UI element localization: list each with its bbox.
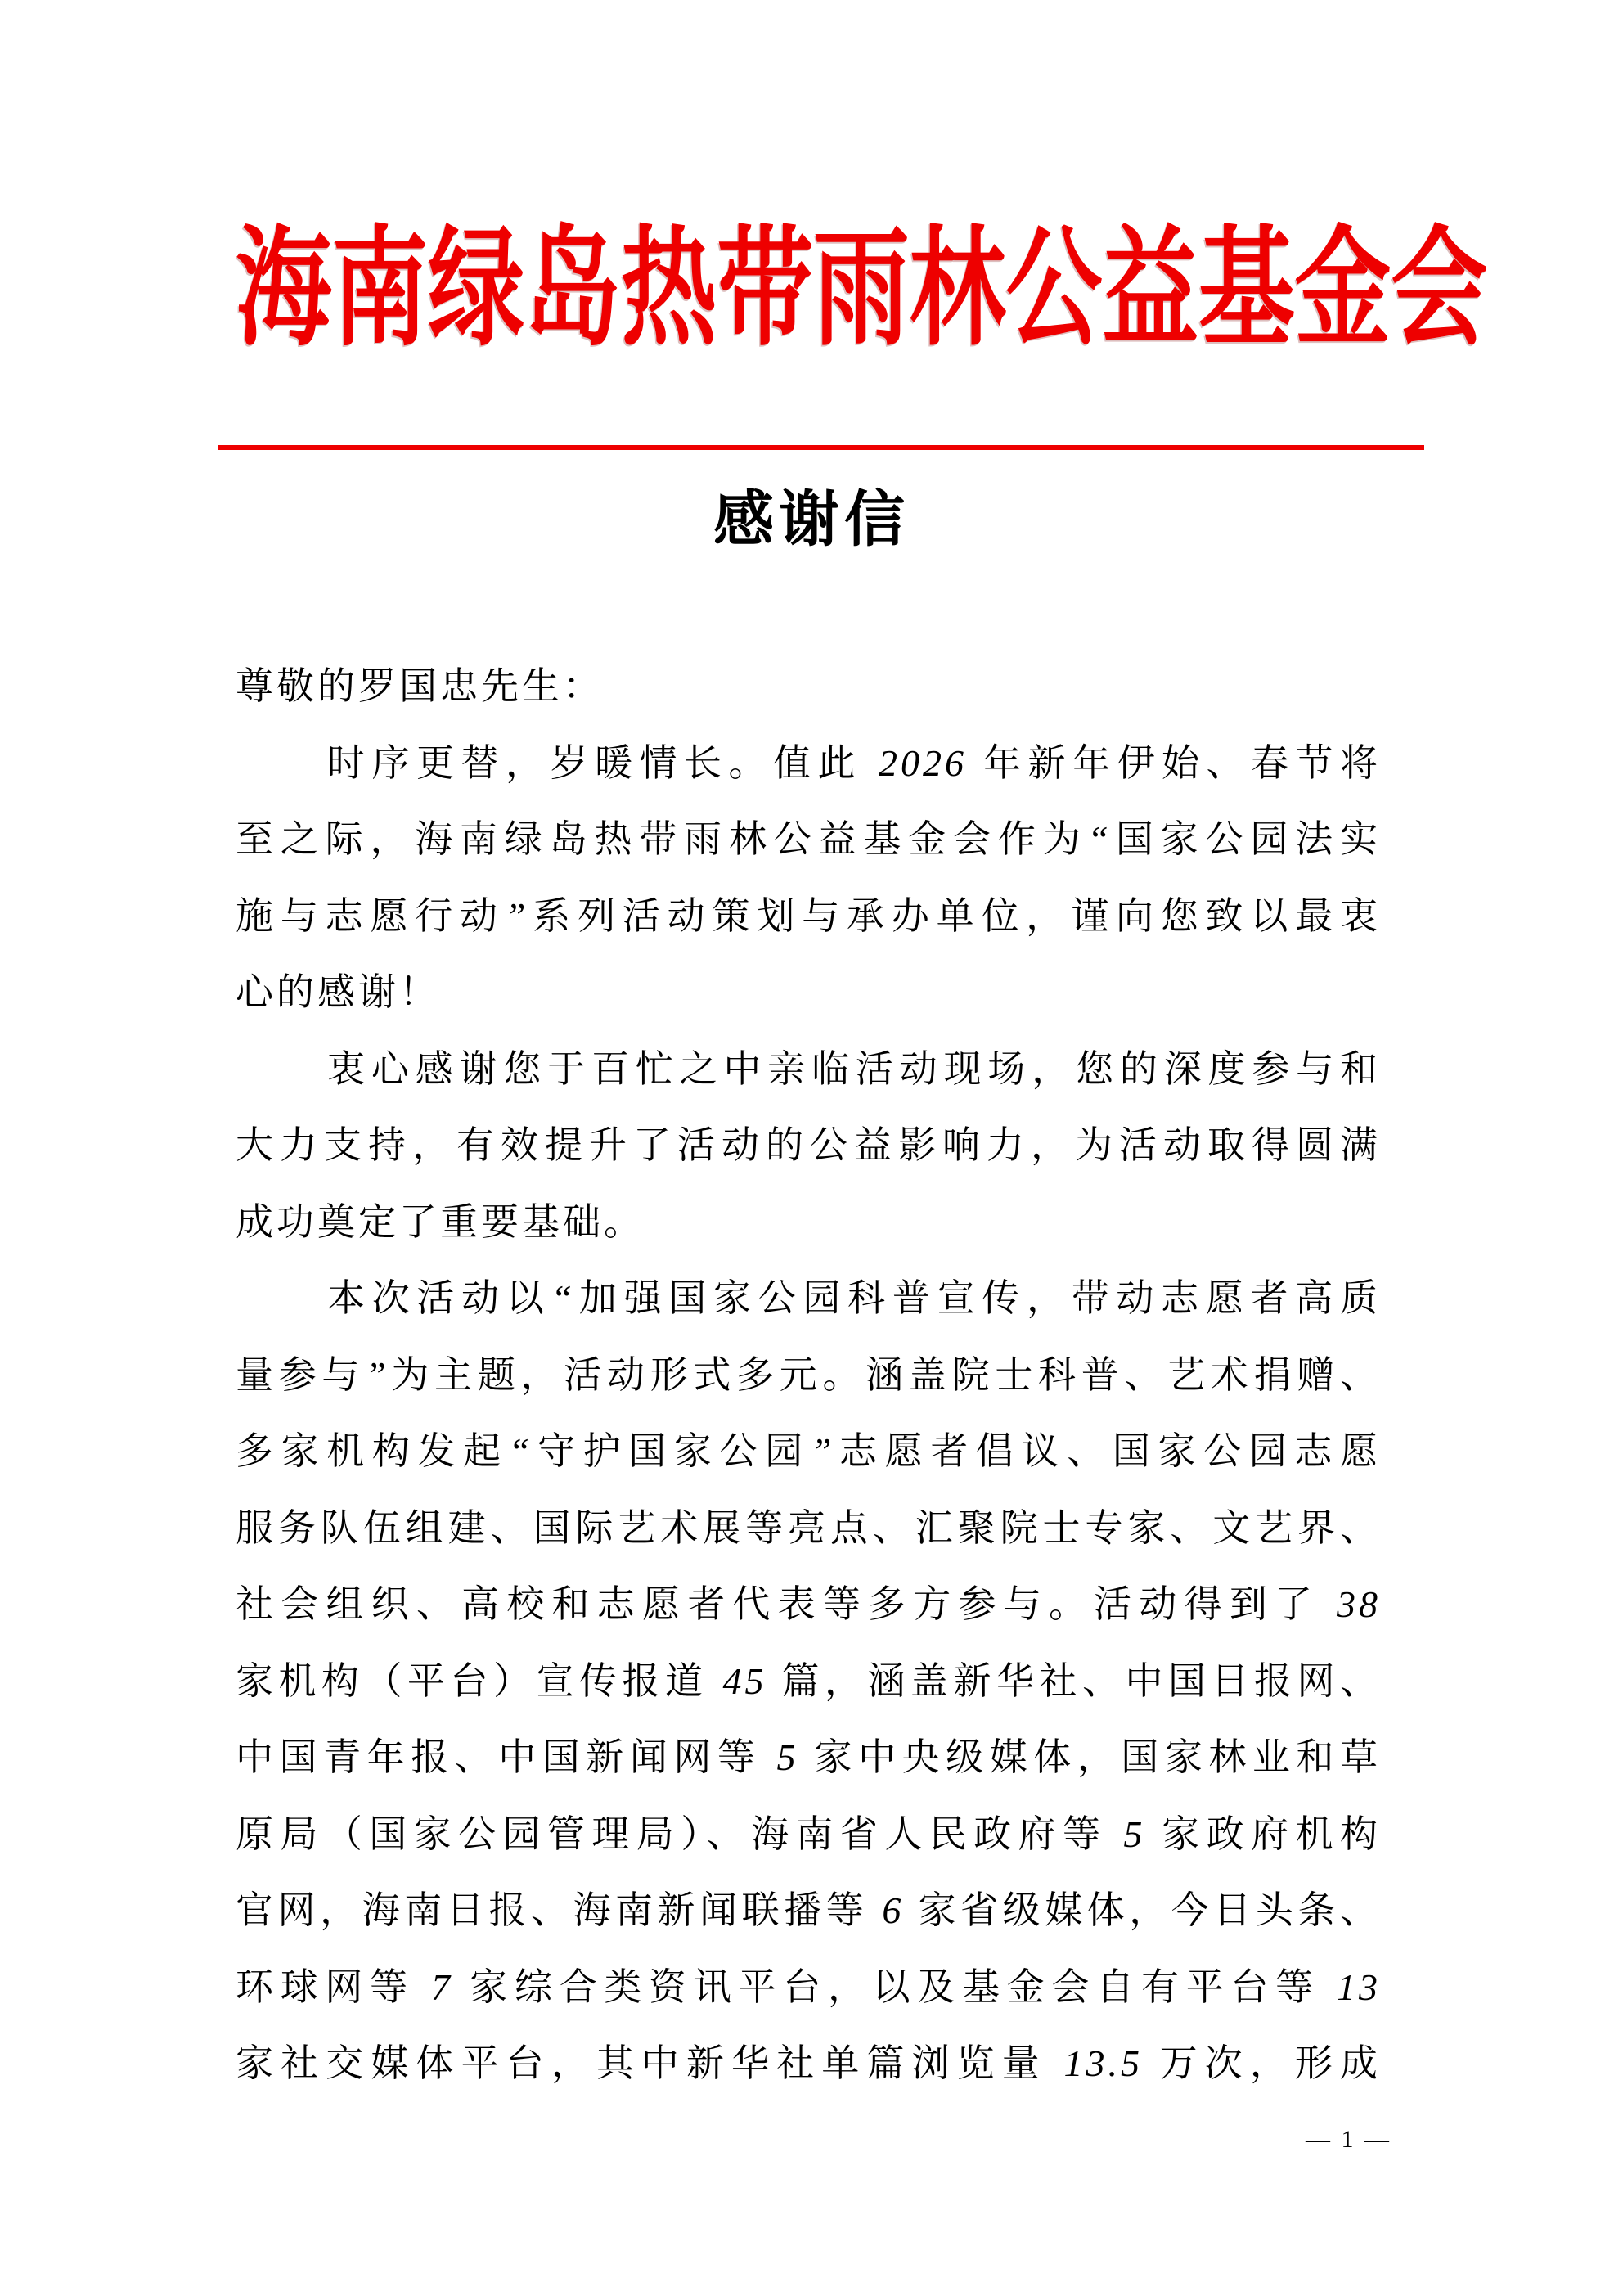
letter-line: 尊敬的罗国忠先生： xyxy=(236,665,604,707)
letter-line: 本次活动以“加强国家公园科普宣传，带动志愿者高质 xyxy=(327,1277,1381,1319)
letter-line: 社会组织、高校和志愿者代表等多方参与。活动得到了 38 xyxy=(236,1583,1381,1625)
letter-line: 成功奠定了重要基础。 xyxy=(236,1200,645,1243)
letter-line: 多家机构发起“守护国家公园”志愿者倡议、国家公园志愿 xyxy=(236,1430,1381,1472)
letter-line: 家机构（平台）宣传报道 45 篇，涵盖新华社、中国日报网、 xyxy=(236,1659,1381,1702)
letter-line: 服务队伍组建、国际艺术展等亮点、汇聚院士专家、文艺界、 xyxy=(236,1506,1381,1549)
letter-line: 大力支持，有效提升了活动的公益影响力，为活动取得圆满 xyxy=(236,1124,1381,1166)
letter-title: 感谢信 xyxy=(713,487,910,554)
letter-line: 官网，海南日报、海南新闻联播等 6 家省级媒体，今日头条、 xyxy=(236,1889,1381,1931)
letter-line: 时序更替，岁暖情长。值此 2026 年新年伊始、春节将 xyxy=(327,741,1381,784)
letter-line: 施与志愿行动”系列活动策划与承办单位，谨向您致以最衷 xyxy=(236,894,1381,937)
letter-line: 中国青年报、中国新闻网等 5 家中央级媒体，国家林业和草 xyxy=(236,1736,1381,1778)
letter-line: 衷心感谢您于百忙之中亲临活动现场，您的深度参与和 xyxy=(327,1047,1381,1090)
org-title-banner xyxy=(0,218,1623,362)
page-number: — 1 — xyxy=(1306,2126,1391,2153)
letter-line: 心的感谢！ xyxy=(236,971,440,1013)
letter-line: 环球网等 7 家综合类资讯平台，以及基金会自有平台等 13 xyxy=(236,1965,1381,2008)
letter-line: 量参与”为主题，活动形式多元。涵盖院士科普、艺术捐赠、 xyxy=(236,1353,1381,1396)
letter-line: 家社交媒体平台，其中新华社单篇浏览量 13.5 万次，形成 xyxy=(236,2042,1381,2084)
red-divider-rule xyxy=(218,445,1424,450)
letter-body xyxy=(236,648,1381,2102)
letter-line: 至之际，海南绿岛热带雨林公益基金会作为“国家公园法实 xyxy=(236,818,1381,860)
org-title-text: 海南绿岛热带雨林公益基金会 xyxy=(235,218,1488,362)
letter-line: 原局（国家公园管理局）、海南省人民政府等 5 家政府机构 xyxy=(236,1812,1381,1855)
